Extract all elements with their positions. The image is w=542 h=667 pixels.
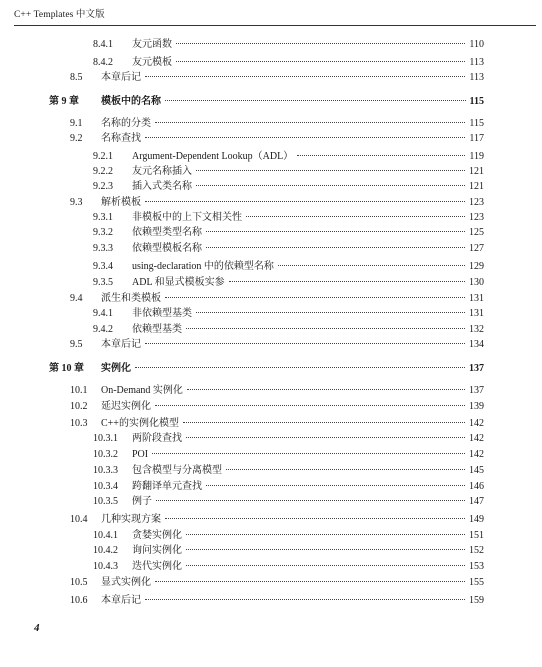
toc-title: 依赖型模板名称 [132,243,202,254]
toc-title: 依赖型基类 [132,324,182,335]
toc-section-entry[interactable] [70,339,484,351]
toc-number: 10.3.4 [93,481,118,492]
toc-number: 10.1 [70,385,88,396]
toc-title: 非依赖型基类 [132,308,192,319]
toc-number: 9.2.3 [93,181,113,192]
toc-section-entry[interactable] [70,72,484,84]
toc-number: 10.3.2 [93,449,118,460]
toc-section-entry[interactable] [70,595,484,607]
toc-number: 9.1 [70,118,83,129]
toc-number: 10.5 [70,577,88,588]
toc-title: 插入式类名称 [132,181,192,192]
toc-number: 9.4.1 [93,308,113,319]
toc-leader-dots [196,185,465,186]
toc-title: 迭代实例化 [132,561,182,572]
toc-section-entry[interactable] [70,418,484,430]
toc-leader-dots [176,61,465,62]
toc-section-entry[interactable] [70,118,484,130]
toc-subsection-entry[interactable] [93,57,484,69]
toc-page-number: 131 [469,308,484,319]
toc-subsection-entry[interactable] [93,545,484,557]
toc-page-number: 137 [469,363,484,374]
toc-leader-dots [165,100,466,101]
toc-number: 10.4.1 [93,530,118,541]
toc-page-number: 134 [469,339,484,350]
toc-page-number: 130 [469,277,484,288]
toc-title: 名称查找 [101,133,141,144]
toc-page-number: 145 [469,465,484,476]
toc-leader-dots [186,549,465,550]
toc-title: 友元模板 [132,57,172,68]
toc-title: 本章后记 [101,339,141,350]
toc-number: 9.3.4 [93,261,113,272]
toc-leader-dots [176,43,465,44]
toc-title: 模板中的名称 [101,96,161,107]
toc-chapter-entry[interactable] [49,363,484,375]
toc-title: On-Demand 实例化 [101,385,183,396]
toc-title: 跨翻译单元查找 [132,481,202,492]
toc-number: 9.2.2 [93,166,113,177]
toc-page-number: 131 [469,293,484,304]
toc-page-number: 151 [469,530,484,541]
toc-section-entry[interactable] [70,514,484,526]
toc-number: 10.4.3 [93,561,118,572]
toc-leader-dots [155,405,465,406]
page-number: 4 [34,622,40,634]
toc-page-number: 149 [469,514,484,525]
toc-title: 非模板中的上下文相关性 [132,212,242,223]
toc-leader-dots [183,422,465,423]
toc-number: 9.3 [70,197,83,208]
toc-page-number: 142 [469,418,484,429]
toc-title: 本章后记 [101,595,141,606]
toc-title: using-declaration 中的依赖型名称 [132,261,274,272]
toc-title: 本章后记 [101,72,141,83]
toc-title: 贪婪实例化 [132,530,182,541]
toc-title: 实例化 [101,363,131,374]
toc-section-entry[interactable] [70,385,484,397]
header-rule [14,25,536,26]
toc-number: 9.3.3 [93,243,113,254]
toc-subsection-entry[interactable] [93,308,484,320]
toc-leader-dots [278,265,465,266]
toc-number: 9.3.1 [93,212,113,223]
toc-leader-dots [206,485,465,486]
toc-subsection-entry[interactable] [93,561,484,573]
toc-title: 友元名称插入 [132,166,192,177]
toc-page-number: 113 [469,57,484,68]
toc-title: 包含模型与分离模型 [132,465,222,476]
toc-page-number: 121 [469,166,484,177]
toc-title: 显式实例化 [101,577,151,588]
toc-title: 例子 [132,496,152,507]
toc-leader-dots [165,297,465,298]
toc-page-number: 146 [469,481,484,492]
toc-leader-dots [196,312,465,313]
toc-page-number: 123 [469,212,484,223]
toc-title: ADL 和显式模板实参 [132,277,225,288]
toc-leader-dots [165,518,465,519]
toc-page-number: 147 [469,496,484,507]
toc-number: 8.5 [70,72,83,83]
toc-leader-dots [145,76,465,77]
toc-number: 第 9 章 [49,96,79,107]
toc-number: 10.3.3 [93,465,118,476]
toc-section-entry[interactable] [70,401,484,413]
toc-number: 10.6 [70,595,88,606]
toc-number: 8.4.2 [93,57,113,68]
toc-leader-dots [186,565,465,566]
toc-leader-dots [229,281,465,282]
toc-subsection-entry[interactable] [93,212,484,224]
toc-leader-dots [186,534,465,535]
toc-subsection-entry[interactable] [93,324,484,336]
toc-subsection-entry[interactable] [93,166,484,178]
running-header: C++ Templates 中文版 [14,10,105,20]
toc-title: C++的实例化模型 [101,418,179,429]
toc-page-number: 123 [469,197,484,208]
toc-page-number: 129 [469,261,484,272]
toc-title: POI [132,449,149,460]
toc-section-entry[interactable] [70,293,484,305]
toc-subsection-entry[interactable] [93,181,484,193]
toc-number: 10.2 [70,401,88,412]
toc-number: 9.2.1 [93,151,113,162]
toc-subsection-entry[interactable] [93,261,484,273]
toc-leader-dots [156,500,465,501]
toc-subsection-entry[interactable] [93,151,484,163]
toc-number: 10.3.5 [93,496,118,507]
toc-title: 名称的分类 [101,118,151,129]
toc-number: 10.3 [70,418,88,429]
toc-page-number: 115 [469,118,484,129]
toc-title: 派生和类模板 [101,293,161,304]
toc-leader-dots [135,367,465,368]
toc-page-number: 121 [469,181,484,192]
toc-page-number: 110 [469,39,484,50]
toc-title: 询问实例化 [132,545,182,556]
toc-subsection-entry[interactable] [93,277,484,289]
toc-page-number: 125 [469,227,484,238]
toc-leader-dots [145,343,465,344]
toc-leader-dots [297,155,465,156]
toc-number: 10.4.2 [93,545,118,556]
toc-leader-dots [145,201,465,202]
toc-leader-dots [206,247,465,248]
toc-page-number: 119 [469,151,484,162]
toc-title: 延迟实例化 [101,401,151,412]
toc-number: 9.2 [70,133,83,144]
toc-page-number: 159 [469,595,484,606]
toc-section-entry[interactable] [70,197,484,209]
toc-page-number: 139 [469,401,484,412]
toc-page-number: 153 [469,561,484,572]
toc-subsection-entry[interactable] [93,39,484,51]
toc-title: 依赖型类型名称 [132,227,202,238]
toc-leader-dots [206,231,465,232]
toc-leader-dots [145,599,465,600]
toc-leader-dots [152,453,465,454]
toc-number: 9.4 [70,293,83,304]
toc-subsection-entry[interactable] [93,243,484,255]
toc-leader-dots [155,122,465,123]
toc-number: 10.3.1 [93,433,118,444]
toc-page-number: 142 [469,433,484,444]
toc-page-number: 132 [469,324,484,335]
toc-section-entry[interactable] [70,133,484,145]
toc-title: Argument-Dependent Lookup（ADL） [132,151,294,162]
toc-page-number: 115 [469,96,484,107]
toc-subsection-entry[interactable] [93,433,484,445]
toc-number: 9.4.2 [93,324,113,335]
toc-chapter-entry[interactable] [49,96,484,108]
toc-title: 解析模板 [101,197,141,208]
toc-page-number: 137 [469,385,484,396]
toc-page-number: 142 [469,449,484,460]
toc-leader-dots [186,437,465,438]
toc-leader-dots [155,581,465,582]
toc-title: 几种实现方案 [101,514,161,525]
toc-page-number: 117 [469,133,484,144]
toc-number: 8.4.1 [93,39,113,50]
toc-leader-dots [186,328,465,329]
toc-leader-dots [187,389,465,390]
toc-title: 两阶段查找 [132,433,182,444]
toc-subsection-entry[interactable] [93,496,484,508]
toc-subsection-entry[interactable] [93,530,484,542]
toc-leader-dots [246,216,465,217]
toc-leader-dots [145,137,465,138]
toc-subsection-entry[interactable] [93,481,484,493]
toc-page-number: 152 [469,545,484,556]
toc-subsection-entry[interactable] [93,449,484,461]
toc-section-entry[interactable] [70,577,484,589]
toc-number: 10.4 [70,514,88,525]
toc-subsection-entry[interactable] [93,227,484,239]
toc-number: 9.3.2 [93,227,113,238]
toc-leader-dots [226,469,465,470]
toc-subsection-entry[interactable] [93,465,484,477]
toc-page-number: 113 [469,72,484,83]
toc-page-number: 155 [469,577,484,588]
toc-number: 9.3.5 [93,277,113,288]
toc-number: 第 10 章 [49,363,84,374]
toc-title: 友元函数 [132,39,172,50]
toc-leader-dots [196,170,465,171]
toc-number: 9.5 [70,339,83,350]
toc-page-number: 127 [469,243,484,254]
